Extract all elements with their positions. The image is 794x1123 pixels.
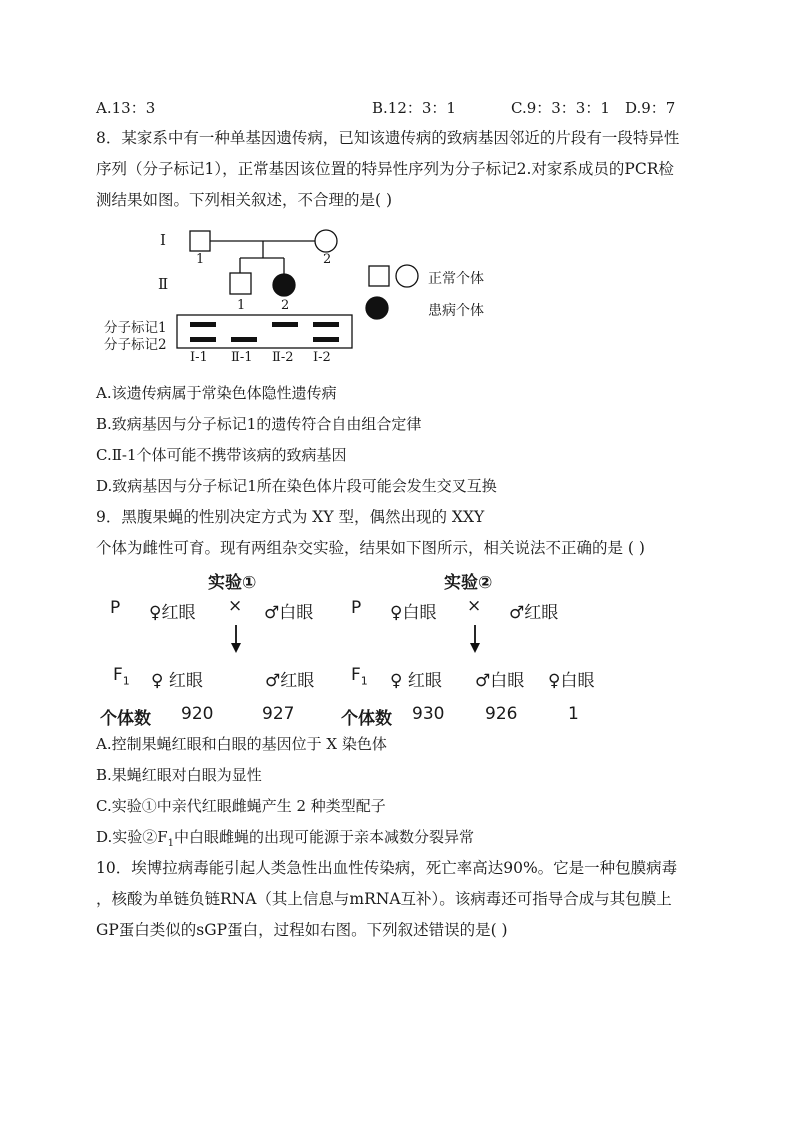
band-i2-marker1 [313,322,339,327]
exp1-title: 实验① [208,573,257,593]
marker1-label: 分子标记1 [104,320,167,336]
exp2-count-male-white: 926 [485,704,518,724]
exp2-p-label: P [351,598,362,618]
exp2-cross: × [467,596,482,616]
lane-ii1-label: Ⅱ-1 [231,350,253,365]
exp1-p-label: P [110,598,121,618]
q10-stem-line1: 10．埃博拉病毒能引起人类急性出血性传染病，死亡率高达90%。它是一种包膜病毒 [96,859,678,877]
ii1-male-symbol [230,273,251,294]
exp2-count-label: 个体数 [341,709,392,729]
i1-male-symbol [190,231,210,251]
q7-option-a: A.13：3 [96,99,156,117]
exp2-f1-label: $F_1$ [351,665,368,688]
exp1-f1-male: ♂红眼 [265,671,315,691]
exp2-count-female-white: 1 [568,704,579,724]
legend-normal-circle [396,265,418,287]
generation-i-label: Ⅰ [160,231,166,249]
legend-normal-square [369,266,389,286]
q8-option-a: A.该遗传病属于常染色体隐性遗传病 [96,384,337,402]
lane-i2-label: Ⅰ-2 [313,350,331,365]
q10-stem-line3: GP蛋白类似的sGP蛋白，过程如右图。下列叙述错误的是( ) [96,921,508,939]
band-ii2-marker1 [272,322,298,327]
band-i1-marker1 [190,322,216,327]
exp2-count-female-red: 930 [412,704,445,724]
q9-option-b: B.果蝇红眼对白眼为显性 [96,766,262,784]
q9-option-d: D.实验$②F_1$中白眼雌蝇的出现可能源于亲本减数分裂异常 [96,828,475,849]
exp2-p-male: ♂红眼 [509,603,559,623]
q8-stem-line3: 测结果如图。下列相关叙述，不合理的是( ) [96,191,393,209]
i2-number: 2 [323,252,332,267]
q9-stem-line1: 9．黑腹果蝇的性别决定方式为 XY 型，偶然出现的 XXY [96,508,485,526]
q8-option-b: B.致病基因与分子标记1的遗传符合自由组合定律 [96,415,422,433]
q10-stem-line2: ，核酸为单链负链RNA（其上信息与mRNA互补）。该病毒还可指导合成与其包膜上 [96,890,672,908]
lane-ii2-label: Ⅱ-2 [272,350,294,365]
band-i1-marker2 [190,337,216,342]
legend-affected-label: 患病个体 [428,303,484,319]
exp1-f1-female: ♀ 红眼 [151,671,203,691]
q8-option-c: C.Ⅱ-1个体可能不携带该病的致病基因 [96,446,347,464]
ii2-affected-female-symbol [273,274,295,296]
q7-option-d: D.9：7 [625,99,676,117]
exp2-f1-female-red: ♀ 红眼 [390,671,442,691]
lane-i1-label: Ⅰ-1 [190,350,208,365]
gel-box [177,315,352,348]
q7-option-c: C.9：3：3：1 [511,99,610,117]
band-ii1-marker2 [231,337,257,342]
marker2-label: 分子标记2 [104,337,167,353]
exp1-f1-label: $F_1$ [113,665,130,688]
exp2-arrow [468,625,482,655]
legend-normal-label: 正常个体 [428,271,484,287]
exp1-count-label: 个体数 [100,709,151,729]
exp1-count-male: 927 [262,704,295,724]
band-i2-marker2 [313,337,339,342]
exp2-title: 实验② [444,573,493,593]
ii1-number: 1 [237,298,246,313]
i2-female-symbol [315,230,337,252]
exp2-f1-male-white: ♂白眼 [475,671,525,691]
q8-stem-line2: 序列（分子标记1），正常基因该位置的特异性序列为分子标记2.对家系成员的PCR检 [96,160,674,178]
exp1-count-female: 920 [181,704,214,724]
exp2-p-female: ♀白眼 [390,603,437,623]
q7-option-b: B.12：3：1 [372,99,456,117]
q9-stem-line2: 个体为雌性可育。现有两组杂交实验，结果如下图所示，相关说法不正确的是 ( ) [96,539,645,557]
generation-ii-label: Ⅱ [158,275,169,293]
q9-option-a: A.控制果蝇红眼和白眼的基因位于 X 染色体 [96,735,387,753]
q9-option-c: C.实验①中亲代红眼雌蝇产生 2 种类型配子 [96,797,386,815]
i1-number: 1 [196,252,205,267]
exp1-cross: × [228,596,243,616]
exp1-p-male: ♂白眼 [264,603,314,623]
q8-option-d: D.致病基因与分子标记1所在染色体片段可能会发生交叉互换 [96,477,497,495]
ii2-number: 2 [281,298,290,313]
exp2-f1-female-white: ♀白眼 [548,671,595,691]
exp1-arrow [229,625,243,655]
legend-affected-circle [366,297,388,319]
exp1-p-female: ♀红眼 [149,603,196,623]
q8-stem-line1: 8．某家系中有一种单基因遗传病，已知该遗传病的致病基因邻近的片段有一段特异性 [96,129,680,147]
